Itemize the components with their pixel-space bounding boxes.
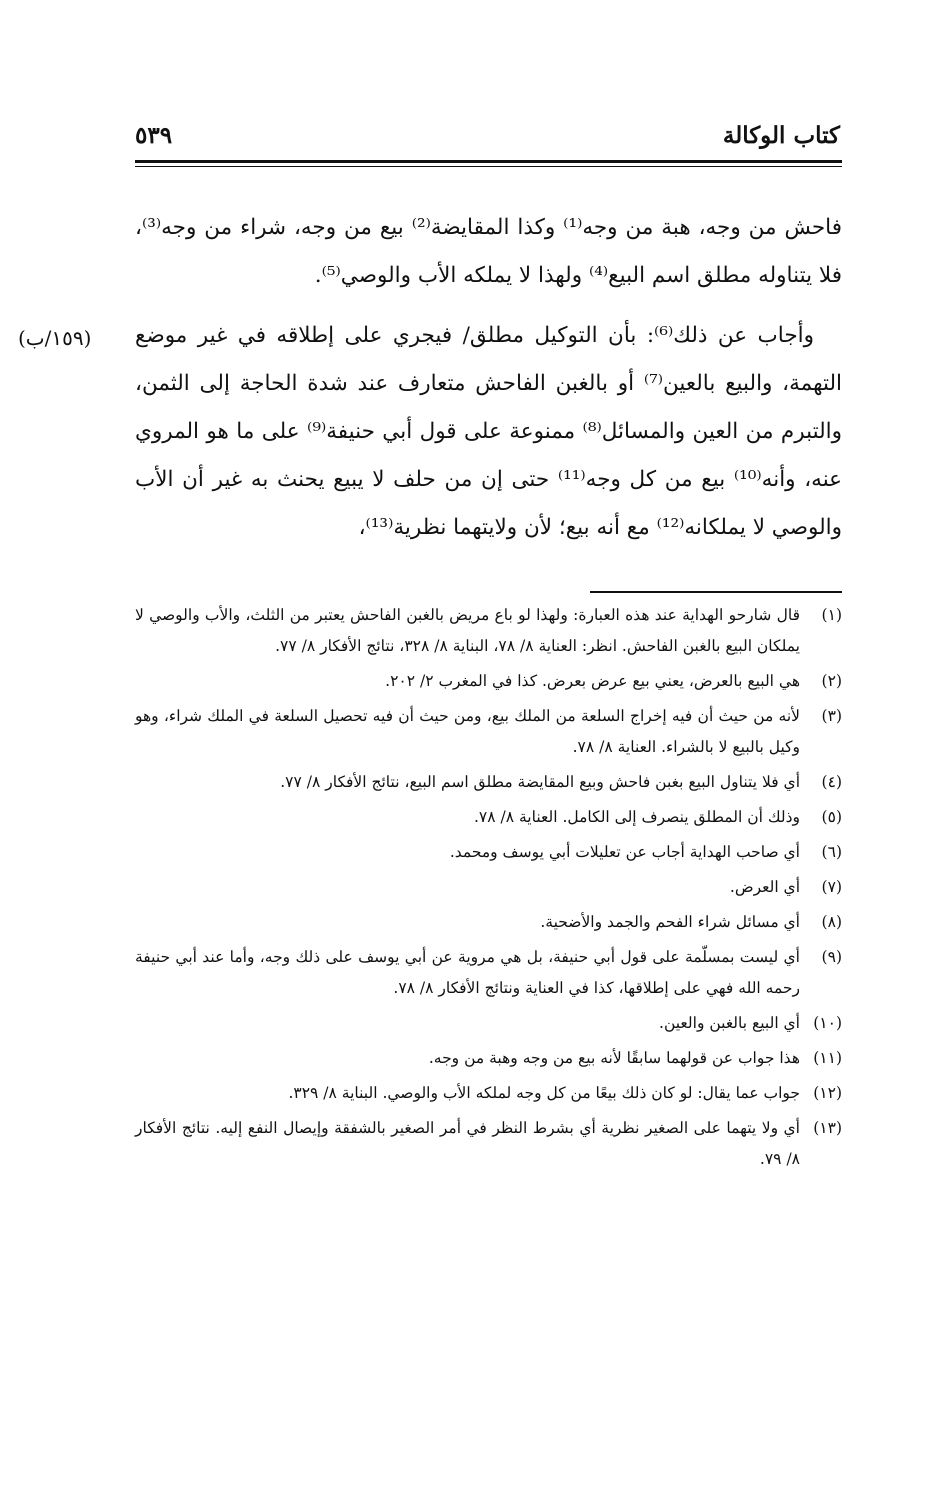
footnote-text: أي فلا يتناول البيع بغبن فاحش وبيع المقايضة مطلق اسم البيع، نتائج الأفكار ٨/ ٧٧. — [280, 773, 800, 791]
footnote-text: أي ولا يتهما على الصغير نظرية أي بشرط النظر في أمر الصغير بالشفقة وإيصال النفع إليه. نتائج الأفكار ٨/ ٧٩. — [135, 1119, 800, 1168]
manuscript-folio-note: (١٥٩/ب) — [18, 326, 92, 350]
footnote-number: (٩) — [821, 948, 842, 966]
footnote-item — [135, 837, 842, 868]
running-header — [135, 118, 840, 158]
paragraph-2: وأجاب عن ذلك⁽⁶⁾: بأن التوكيل مطلق/ فيجري على إطلاقه في غير موضع التهمة، والبيع بالعين⁽⁷⁾ أو بالغبن الفاحش متعارف عند شدة الحاجة إلى الثمن، والتبرم من العين والمسائل⁽⁸⁾ ممنوعة على قول أبي حنيفة⁽⁹⁾ على ما هو المروي عنه، وأنه⁽¹⁰⁾ بيع من كل وجه⁽¹¹⁾ حتى إن من حلف لا يبيع يحنث به غير أن الأب والوصي لا يملكانه⁽¹²⁾ مع أنه بيع؛ لأن ولايتهما نظرية⁽¹³⁾، — [135, 323, 843, 540]
footnote-item — [135, 1008, 842, 1039]
footnote-number: (١) — [821, 606, 842, 624]
footnote-number: (٣) — [821, 707, 842, 725]
footnote-number: (١٠) — [813, 1014, 842, 1032]
footnote-number: (١٣) — [813, 1119, 842, 1137]
footnote-item — [135, 1113, 842, 1175]
footnote-text: هذا جواب عن قولهما سابقًا لأنه بيع من وجه وهبة من وجه. — [428, 1049, 800, 1067]
footnotes — [135, 600, 842, 1179]
footnote-item — [135, 600, 842, 662]
footnote-number: (١١) — [813, 1049, 842, 1067]
footnote-item — [135, 942, 842, 1004]
footnote-item — [135, 1043, 842, 1074]
footnote-text: وذلك أن المطلق ينصرف إلى الكامل. العناية ٨/ ٧٨. — [473, 808, 800, 826]
footnote-number: (٥) — [821, 808, 842, 826]
footnote-item — [135, 872, 842, 903]
header-rule-thick — [135, 160, 842, 163]
footnote-item — [135, 1078, 842, 1109]
footnote-number: (٨) — [821, 913, 842, 931]
chapter-title: كتاب الوكالة — [722, 122, 840, 149]
footnote-number: (٦) — [821, 843, 842, 861]
footnote-item — [135, 666, 842, 697]
footnote-text: أي صاحب الهداية أجاب عن تعليلات أبي يوسف ومحمد. — [449, 843, 800, 861]
footnote-number: (٧) — [821, 878, 842, 896]
footnote-text: أي البيع بالغبن والعين. — [659, 1014, 800, 1032]
main-text — [135, 204, 842, 552]
footnote-text: قال شارحو الهداية عند هذه العبارة: ولهذا لو باع مريض بالغبن الفاحش يعتبر من الثلث، والأب والوصي لا يملكان البيع بالغبن الفاحش. انظر: العناية ٨/ ٧٨، البناية ٨/ ٣٢٨، نتائج الأفكار ٨/ ٧٧. — [135, 606, 800, 655]
footnote-number: (٢) — [821, 672, 842, 690]
footnote-text: أي العرض. — [729, 878, 800, 896]
footnote-item — [135, 802, 842, 833]
footnote-item — [135, 907, 842, 938]
footnote-number: (٤) — [821, 773, 842, 791]
footnote-text: هي البيع بالعرض، يعني بيع عرض بعرض. كذا في المغرب ٢/ ٢٠٢. — [385, 672, 800, 690]
paragraph-1: فاحش من وجه، هبة من وجه⁽¹⁾ وكذا المقايضة⁽²⁾ بيع من وجه، شراء من وجه⁽³⁾، فلا يتناوله مطلق اسم البيع⁽⁴⁾ ولهذا لا يملكه الأب والوصي⁽⁵⁾. — [135, 215, 842, 288]
footnote-number: (١٢) — [813, 1084, 842, 1102]
page-number: ٥٣٩ — [135, 122, 173, 149]
footnote-text: أي مسائل شراء الفحم والجمد والأضحية. — [540, 913, 800, 931]
footnote-item — [135, 767, 842, 798]
footnote-separator — [590, 591, 842, 593]
header-rule-thin — [135, 166, 842, 167]
footnote-item — [135, 701, 842, 763]
footnote-text: لأنه من حيث أن فيه إخراج السلعة من الملك بيع، ومن حيث أن فيه تحصيل السلعة في الملك شراء، وهو وكيل بالبيع لا بالشراء. العناية ٨/ ٧٨. — [135, 707, 800, 756]
footnote-text: أي ليست بمسلّمة على قول أبي حنيفة، بل هي مروية عن أبي يوسف على ذلك وجه، وأما عند أبي حنيفة رحمه الله فهي على إطلاقها، كذا في العناية ونتائج الأفكار ٨/ ٧٨. — [135, 948, 800, 997]
footnote-text: جواب عما يقال: لو كان ذلك بيعًا من كل وجه لملكه الأب والوصي. البناية ٨/ ٣٢٩. — [288, 1084, 800, 1102]
